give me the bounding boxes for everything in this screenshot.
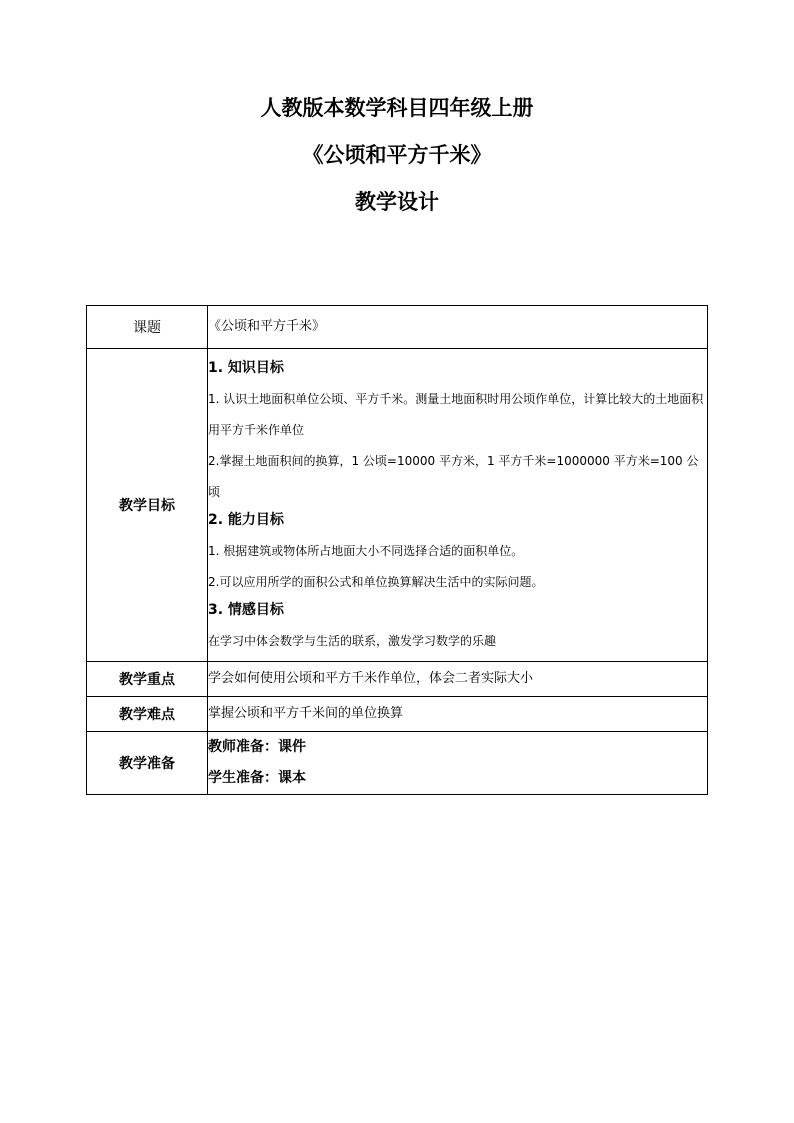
emotion-item-1: 在学习中体会数学与生活的联系，激发学习数学的乐趣 [208, 633, 497, 648]
row-preparation [87, 732, 708, 795]
knowledge-heading: 1. 知识目标 [208, 359, 284, 376]
difficulty-label: 教学难点 [87, 697, 208, 732]
preparation-label: 教学准备 [87, 732, 208, 795]
knowledge-item-2: 2.掌握土地面积间的换算，1 公顷=10000 平方米，1 平方千米=1000000 平方米=100 公顷 [208, 453, 699, 499]
key-point-value: 学会如何使用公顷和平方千米作单位，体会二者实际大小 [208, 662, 708, 697]
knowledge-item-1: 1. 认识土地面积单位公顷、平方千米。测量土地面积时用公顷作单位，计算比较大的土地面积用平方千米作单位 [208, 391, 704, 437]
ability-item-1: 1. 根据建筑或物体所占地面大小不同选择合适的面积单位。 [208, 543, 524, 558]
lesson-plan-table [86, 305, 708, 795]
key-point-label: 教学重点 [87, 662, 208, 697]
row-key-point [87, 662, 708, 697]
preparation-content [208, 732, 708, 795]
emotion-heading: 3. 情感目标 [208, 601, 284, 618]
row-difficulty [87, 697, 708, 732]
row-goals [87, 349, 708, 662]
goals-content [208, 349, 708, 662]
goals-label: 教学目标 [87, 349, 208, 662]
title-line-3: 教学设计 [355, 189, 439, 214]
topic-label: 课题 [87, 306, 208, 349]
ability-heading: 2. 能力目标 [208, 511, 284, 528]
title-line-1: 人教版本数学科目四年级上册 [260, 95, 534, 120]
ability-item-2: 2.可以应用所学的面积公式和单位换算解决生活中的实际问题。 [208, 574, 544, 589]
student-preparation: 学生准备：课本 [208, 770, 306, 786]
title-line-2: 《公顷和平方千米》 [302, 142, 492, 167]
difficulty-value: 掌握公顷和平方千米间的单位换算 [208, 697, 708, 732]
row-topic [87, 306, 708, 349]
topic-value: 《公顷和平方千米》 [208, 306, 708, 349]
document-title [0, 96, 794, 214]
teacher-preparation: 教师准备：课件 [208, 739, 306, 755]
